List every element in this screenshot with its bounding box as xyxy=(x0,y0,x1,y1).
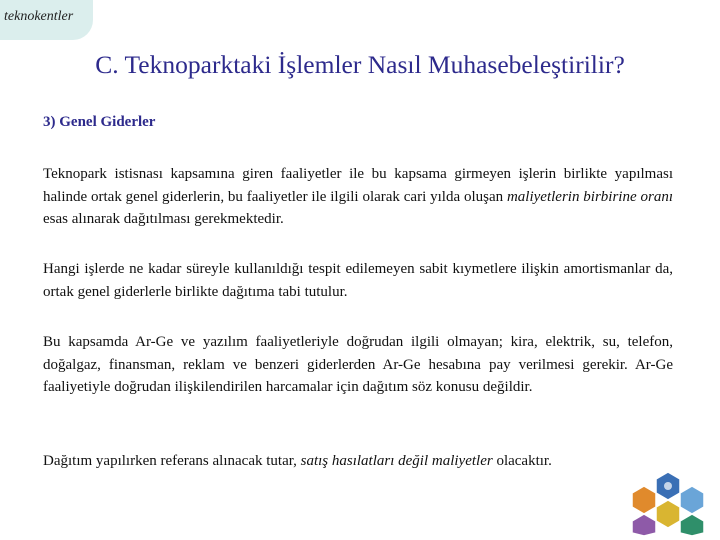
brand-tab xyxy=(0,0,93,40)
brand-label: teknokentler xyxy=(4,9,74,24)
paragraph-1-emphasis: maliyetlerin birbirine oranı xyxy=(506,188,673,205)
paragraph-1-text-b: esas alınarak dağıtılması gerekmektedir. xyxy=(43,211,284,227)
paragraph-4-text-b: olacaktır. xyxy=(492,453,552,469)
hexagon-left-icon xyxy=(632,486,656,514)
section-heading: 3) Genel Giderler xyxy=(43,114,156,130)
hexagon-cluster-icon xyxy=(620,470,716,536)
hexagon-bottom-right-icon xyxy=(680,514,704,536)
paragraph-4-emphasis: satış hasılatları değil maliyetler xyxy=(300,453,493,469)
paragraph-2: Hangi işlerde ne kadar süreyle kullanıldığı tespit edilemeyen sabit kıymetlere ilişkin amortismanlar da, ortak genel giderlerle birlikte dağıtıma tabi tutulur. xyxy=(43,261,673,300)
hexagon-bottom-left-icon xyxy=(632,514,656,536)
hexagon-center-icon xyxy=(656,500,680,528)
hexagon-highlight-icon xyxy=(664,482,672,490)
paragraph-1-text-a: Teknopark istisnası kapsamına giren faaliyetler ile bu kapsama girmeyen işlerin birlikte yapılması halinde ortak genel giderlerin, bu faaliyetler ile ilgili olarak cari yılda oluşan xyxy=(43,166,673,205)
paragraph-3: Bu kapsamda Ar-Ge ve yazılım faaliyetleriyle doğrudan ilgili olmayan; kira, elektrik, su, telefon, doğalgaz, finansman, reklam ve benzeri giderlerden Ar-Ge hesabına pay verilmesi gerekir. Ar-Ge faaliyetiyle doğrudan ilişkilendirilen harcamalar için dağıtım söz konusu değildir. xyxy=(43,334,673,395)
slide-title: C. Teknoparktaki İşlemler Nasıl Muhasebeleştirilir? xyxy=(95,50,625,79)
hexagon-right-icon xyxy=(680,486,704,514)
paragraph-4-text-a: Dağıtım yapılırken referans alınacak tutar, xyxy=(43,453,301,469)
paragraph-4 xyxy=(43,450,673,473)
paragraph-1 xyxy=(43,163,673,231)
